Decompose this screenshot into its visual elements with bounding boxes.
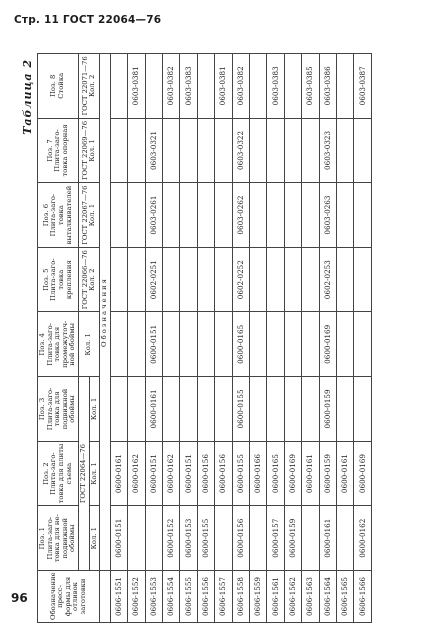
part-code-cell	[354, 118, 371, 183]
part-code-cell: 0600-0166	[250, 441, 267, 506]
mold-code-cell: 0606-1553	[145, 571, 162, 623]
pos-1-header: Поз. 1 Плита-заго-товка для не-подвижной обоймы	[38, 506, 79, 571]
part-code-cell: 0603-0321	[145, 118, 162, 183]
std-22066-header: ГОСТ 22066—76 Кол. 2	[79, 247, 100, 312]
part-code-cell: 0600-0165	[267, 441, 284, 506]
part-code-cell	[215, 118, 232, 183]
part-code-cell: 0603-0382	[232, 54, 249, 119]
part-code-cell	[250, 312, 267, 377]
part-code-cell	[163, 247, 180, 312]
part-code-cell	[284, 54, 301, 119]
part-code-cell	[302, 312, 319, 377]
mold-code-cell: 0606-1558	[232, 571, 249, 623]
part-code-cell	[215, 377, 232, 442]
part-code-cell	[250, 118, 267, 183]
part-code-cell	[284, 183, 301, 248]
parts-table	[37, 53, 372, 623]
part-code-cell: 0603-0382	[163, 54, 180, 119]
part-code-cell: 0603-0381	[128, 54, 145, 119]
part-code-cell: 0603-0385	[302, 54, 319, 119]
part-code-cell: 0600-0169	[354, 441, 371, 506]
part-code-cell: 0603-0387	[354, 54, 371, 119]
part-code-cell	[163, 312, 180, 377]
part-code-cell	[163, 377, 180, 442]
pos-5-header: Поз. 5 Плита-заго-товка крепления	[38, 247, 79, 312]
part-code-cell: 0600-0156	[197, 441, 214, 506]
part-code-cell: 0603-0261	[145, 183, 162, 248]
table-row	[302, 54, 319, 623]
part-code-cell: 0600-0162	[128, 441, 145, 506]
part-code-cell	[145, 54, 162, 119]
part-code-cell	[197, 54, 214, 119]
std-22064-header: ГОСТ 22064—76	[79, 377, 90, 571]
part-code-cell: 0600-0157	[267, 506, 284, 571]
part-code-cell	[284, 247, 301, 312]
part-code-cell	[110, 312, 127, 377]
part-code-cell	[336, 312, 353, 377]
part-code-cell: 0603-0323	[319, 118, 336, 183]
mold-code-cell: 0606-1556	[197, 571, 214, 623]
part-code-cell	[336, 54, 353, 119]
part-code-cell	[215, 506, 232, 571]
row-header-cell: Обозначение пресс-формы для отливок заготовки	[38, 571, 100, 623]
table-row	[163, 54, 180, 623]
part-code-cell	[354, 183, 371, 248]
part-code-cell	[250, 183, 267, 248]
part-code-cell	[302, 506, 319, 571]
table-body	[110, 54, 371, 623]
part-code-cell: 0603-0383	[267, 54, 284, 119]
part-code-cell	[336, 506, 353, 571]
part-code-cell: 0600-0151	[180, 441, 197, 506]
table-row	[215, 54, 232, 623]
mold-code-cell: 0606-1561	[267, 571, 284, 623]
part-code-cell	[128, 506, 145, 571]
part-code-cell: 0603-0383	[180, 54, 197, 119]
part-code-cell	[354, 247, 371, 312]
part-code-cell	[197, 377, 214, 442]
mold-code-cell: 0606-1566	[354, 571, 371, 623]
part-code-cell	[197, 118, 214, 183]
part-code-cell	[336, 118, 353, 183]
pos-2-header: Поз. 2 Плита-заго-товка для плиты съема	[38, 441, 79, 506]
part-code-cell	[267, 377, 284, 442]
part-code-cell	[128, 247, 145, 312]
table-row	[250, 54, 267, 623]
part-code-cell	[197, 312, 214, 377]
part-code-cell: 0600-0162	[354, 506, 371, 571]
part-code-cell	[302, 377, 319, 442]
part-code-cell	[284, 377, 301, 442]
part-code-cell: 0600-0159	[319, 441, 336, 506]
part-code-cell: 0600-0161	[145, 377, 162, 442]
part-code-cell	[215, 247, 232, 312]
table-caption: Таблица 2	[21, 59, 34, 135]
pos-3-qty: Кол. 1	[89, 377, 100, 442]
part-code-cell: 0600-0169	[319, 312, 336, 377]
part-code-cell	[163, 183, 180, 248]
part-code-cell	[336, 377, 353, 442]
part-code-cell: 0600-0151	[110, 506, 127, 571]
part-code-cell	[197, 247, 214, 312]
part-code-cell: 0600-0169	[284, 441, 301, 506]
pos-4-qty: Кол. 1	[79, 312, 100, 377]
mold-code-cell: 0606-1554	[163, 571, 180, 623]
part-code-cell: 0600-0161	[319, 506, 336, 571]
part-code-cell	[302, 183, 319, 248]
part-code-cell	[250, 377, 267, 442]
table-row	[319, 54, 336, 623]
part-code-cell	[110, 183, 127, 248]
part-code-cell	[110, 54, 127, 119]
part-code-cell	[180, 183, 197, 248]
part-code-cell	[267, 118, 284, 183]
std-22071-header: ГОСТ 22071—76 Кол. 2	[79, 54, 100, 119]
mold-code-cell: 0606-1551	[110, 571, 127, 623]
part-code-cell: 0600-0161	[110, 441, 127, 506]
pos-8-header: Поз. 8 Стойка	[38, 54, 79, 119]
std-22069-header: ГОСТ 22069—76 Кол. 1	[79, 118, 100, 183]
part-code-cell	[180, 118, 197, 183]
part-code-cell: 0600-0151	[145, 441, 162, 506]
part-code-cell	[110, 247, 127, 312]
part-code-cell	[284, 312, 301, 377]
part-code-cell: 0600-0155	[232, 441, 249, 506]
part-code-cell: 0603-0381	[215, 54, 232, 119]
part-code-cell: 0600-0156	[215, 441, 232, 506]
part-code-cell: 0600-0161	[302, 441, 319, 506]
part-code-cell: 0602-0252	[232, 247, 249, 312]
part-code-cell	[128, 118, 145, 183]
part-code-cell	[336, 247, 353, 312]
part-code-cell	[110, 377, 127, 442]
mold-code-cell: 0606-1563	[302, 571, 319, 623]
pos-2-qty: Кол. 1	[89, 441, 100, 506]
part-code-cell: 0603-0262	[232, 183, 249, 248]
part-code-cell	[110, 118, 127, 183]
part-code-cell	[215, 183, 232, 248]
part-code-cell: 0600-0162	[163, 441, 180, 506]
mold-code-cell: 0606-1555	[180, 571, 197, 623]
pos-3-header: Поз. 3 Плита-заго-товка для подвижной обоймы	[38, 377, 79, 442]
table-row	[336, 54, 353, 623]
mold-code-cell: 0606-1564	[319, 571, 336, 623]
part-code-cell: 0602-0251	[145, 247, 162, 312]
pos-7-header: Поз. 7 Плита-заго-товка опорная	[38, 118, 79, 183]
part-code-cell: 0600-0156	[232, 506, 249, 571]
table-row	[110, 54, 127, 623]
mold-code-cell: 0606-1559	[250, 571, 267, 623]
part-code-cell: 0600-0152	[163, 506, 180, 571]
part-code-cell	[128, 312, 145, 377]
part-code-cell	[145, 506, 162, 571]
part-code-cell	[267, 247, 284, 312]
table-row	[145, 54, 162, 623]
part-code-cell: 0602-0253	[319, 247, 336, 312]
part-code-cell	[267, 312, 284, 377]
part-code-cell	[128, 377, 145, 442]
part-code-cell	[354, 377, 371, 442]
part-code-cell	[267, 183, 284, 248]
part-code-cell: 0603-0322	[232, 118, 249, 183]
part-code-cell	[180, 247, 197, 312]
part-code-cell	[284, 118, 301, 183]
part-code-cell: 0600-0159	[319, 377, 336, 442]
table-row	[354, 54, 371, 623]
part-code-cell	[128, 183, 145, 248]
page-number: 96	[11, 591, 28, 605]
page-header: Стр. 11 ГОСТ 22064—76	[14, 14, 162, 26]
part-code-cell	[250, 247, 267, 312]
pos-6-header: Поз. 6 Плита-заго-товка выталкивателей	[38, 183, 79, 248]
part-code-cell: 0600-0153	[180, 506, 197, 571]
table-row	[128, 54, 145, 623]
part-code-cell: 0600-0161	[336, 441, 353, 506]
part-code-cell	[163, 118, 180, 183]
part-code-cell	[180, 377, 197, 442]
part-code-cell	[250, 506, 267, 571]
pos-1-qty: Кол. 1	[89, 506, 100, 571]
part-code-cell: 0603-0386	[319, 54, 336, 119]
mold-code-cell: 0606-1557	[215, 571, 232, 623]
mold-code-cell: 0606-1552	[128, 571, 145, 623]
part-code-cell	[250, 54, 267, 119]
part-code-cell	[336, 183, 353, 248]
designation-spacer	[100, 571, 111, 623]
part-code-cell	[215, 312, 232, 377]
part-code-cell: 0600-0155	[232, 377, 249, 442]
table-row	[180, 54, 197, 623]
part-code-cell	[302, 247, 319, 312]
table-row	[197, 54, 214, 623]
part-code-cell: 0600-0151	[145, 312, 162, 377]
part-code-cell	[197, 183, 214, 248]
table-row	[267, 54, 284, 623]
rotated-table-block	[21, 53, 405, 623]
part-code-cell	[302, 118, 319, 183]
mold-code-cell: 0606-1562	[284, 571, 301, 623]
table-row	[232, 54, 249, 623]
part-code-cell: 0600-0155	[197, 506, 214, 571]
pos-4-header: Поз. 4 Плита-заго-товка для промежуточ-ной обоймы	[38, 312, 79, 377]
mold-code-cell: 0606-1565	[336, 571, 353, 623]
part-code-cell	[180, 312, 197, 377]
designations-header: Обозначения	[100, 54, 111, 571]
part-code-cell: 0603-0263	[319, 183, 336, 248]
part-code-cell: 0600-0159	[284, 506, 301, 571]
std-22067-header: ГОСТ 22067—76 Кол. 1	[79, 183, 100, 248]
table-row	[284, 54, 301, 623]
part-code-cell: 0600-0165	[232, 312, 249, 377]
part-code-cell	[354, 312, 371, 377]
